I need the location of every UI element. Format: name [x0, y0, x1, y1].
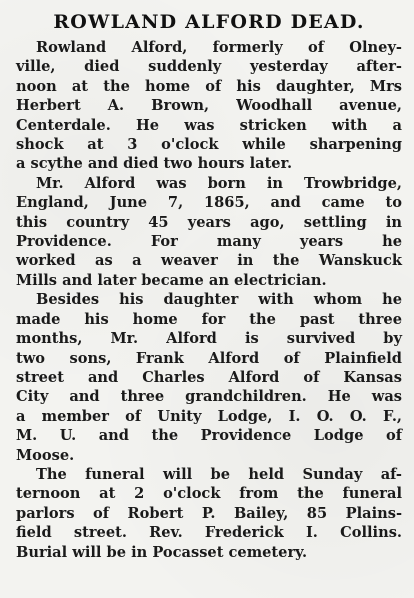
article-headline: ROWLAND ALFORD DEAD.: [53, 11, 365, 33]
paragraph-biography: [16, 174, 402, 290]
text-line: field street. Rev. Frederick I. Collins.: [16, 524, 402, 542]
paragraph-death-notice: [16, 38, 402, 174]
text-line: ville, died suddenly yesterday after-: [16, 58, 402, 76]
text-line: ternoon at 2 o'clock from the funeral: [16, 485, 402, 503]
text-line: Rowland Alford, formerly of Olney-: [36, 39, 402, 56]
text-line: The funeral will be held Sunday af-: [36, 465, 402, 483]
text-line: a member of Unity Lodge, I. O. O. F.,: [16, 407, 402, 425]
text-line: Providence. For many years he: [16, 233, 402, 251]
text-line: worked as a weaver in the Wanskuck: [16, 252, 402, 270]
article-body: [16, 38, 402, 562]
text-line: made his home for the past three: [16, 310, 402, 328]
paragraph-funeral: [16, 465, 402, 562]
text-line: street and Charles Alford of Kansas: [16, 368, 402, 386]
text-line: Moose.: [16, 446, 75, 464]
text-line: Besides his daughter with whom he: [36, 291, 402, 309]
paragraph-survivors: [16, 290, 402, 465]
text-line: parlors of Robert P. Bailey, 85 Plains-: [16, 504, 402, 522]
text-line: Mr. Alford was born in Trowbridge,: [36, 174, 402, 192]
text-line: Herbert A. Brown, Woodhall avenue,: [16, 97, 402, 115]
text-line: M. U. and the Providence Lodge of: [16, 427, 402, 445]
text-line: a scythe and died two hours later.: [16, 155, 293, 173]
text-line: shock at 3 o'clock while sharpening: [16, 136, 402, 154]
text-line: noon at the home of his daughter, Mrs: [16, 77, 402, 95]
text-line: two sons, Frank Alford of Plainfield: [16, 349, 402, 367]
text-line: Mills and later became an electrician.: [16, 271, 327, 289]
text-line: Centerdale. He was stricken with a: [16, 116, 402, 134]
text-line: months, Mr. Alford is survived by: [16, 330, 402, 348]
text-line: England, June 7, 1865, and came to: [16, 194, 402, 212]
text-line: this country 45 years ago, settling in: [16, 213, 402, 231]
text-line: Burial will be in Pocasset cemetery.: [16, 543, 308, 561]
text-line: City and three grandchildren. He was: [16, 388, 402, 406]
